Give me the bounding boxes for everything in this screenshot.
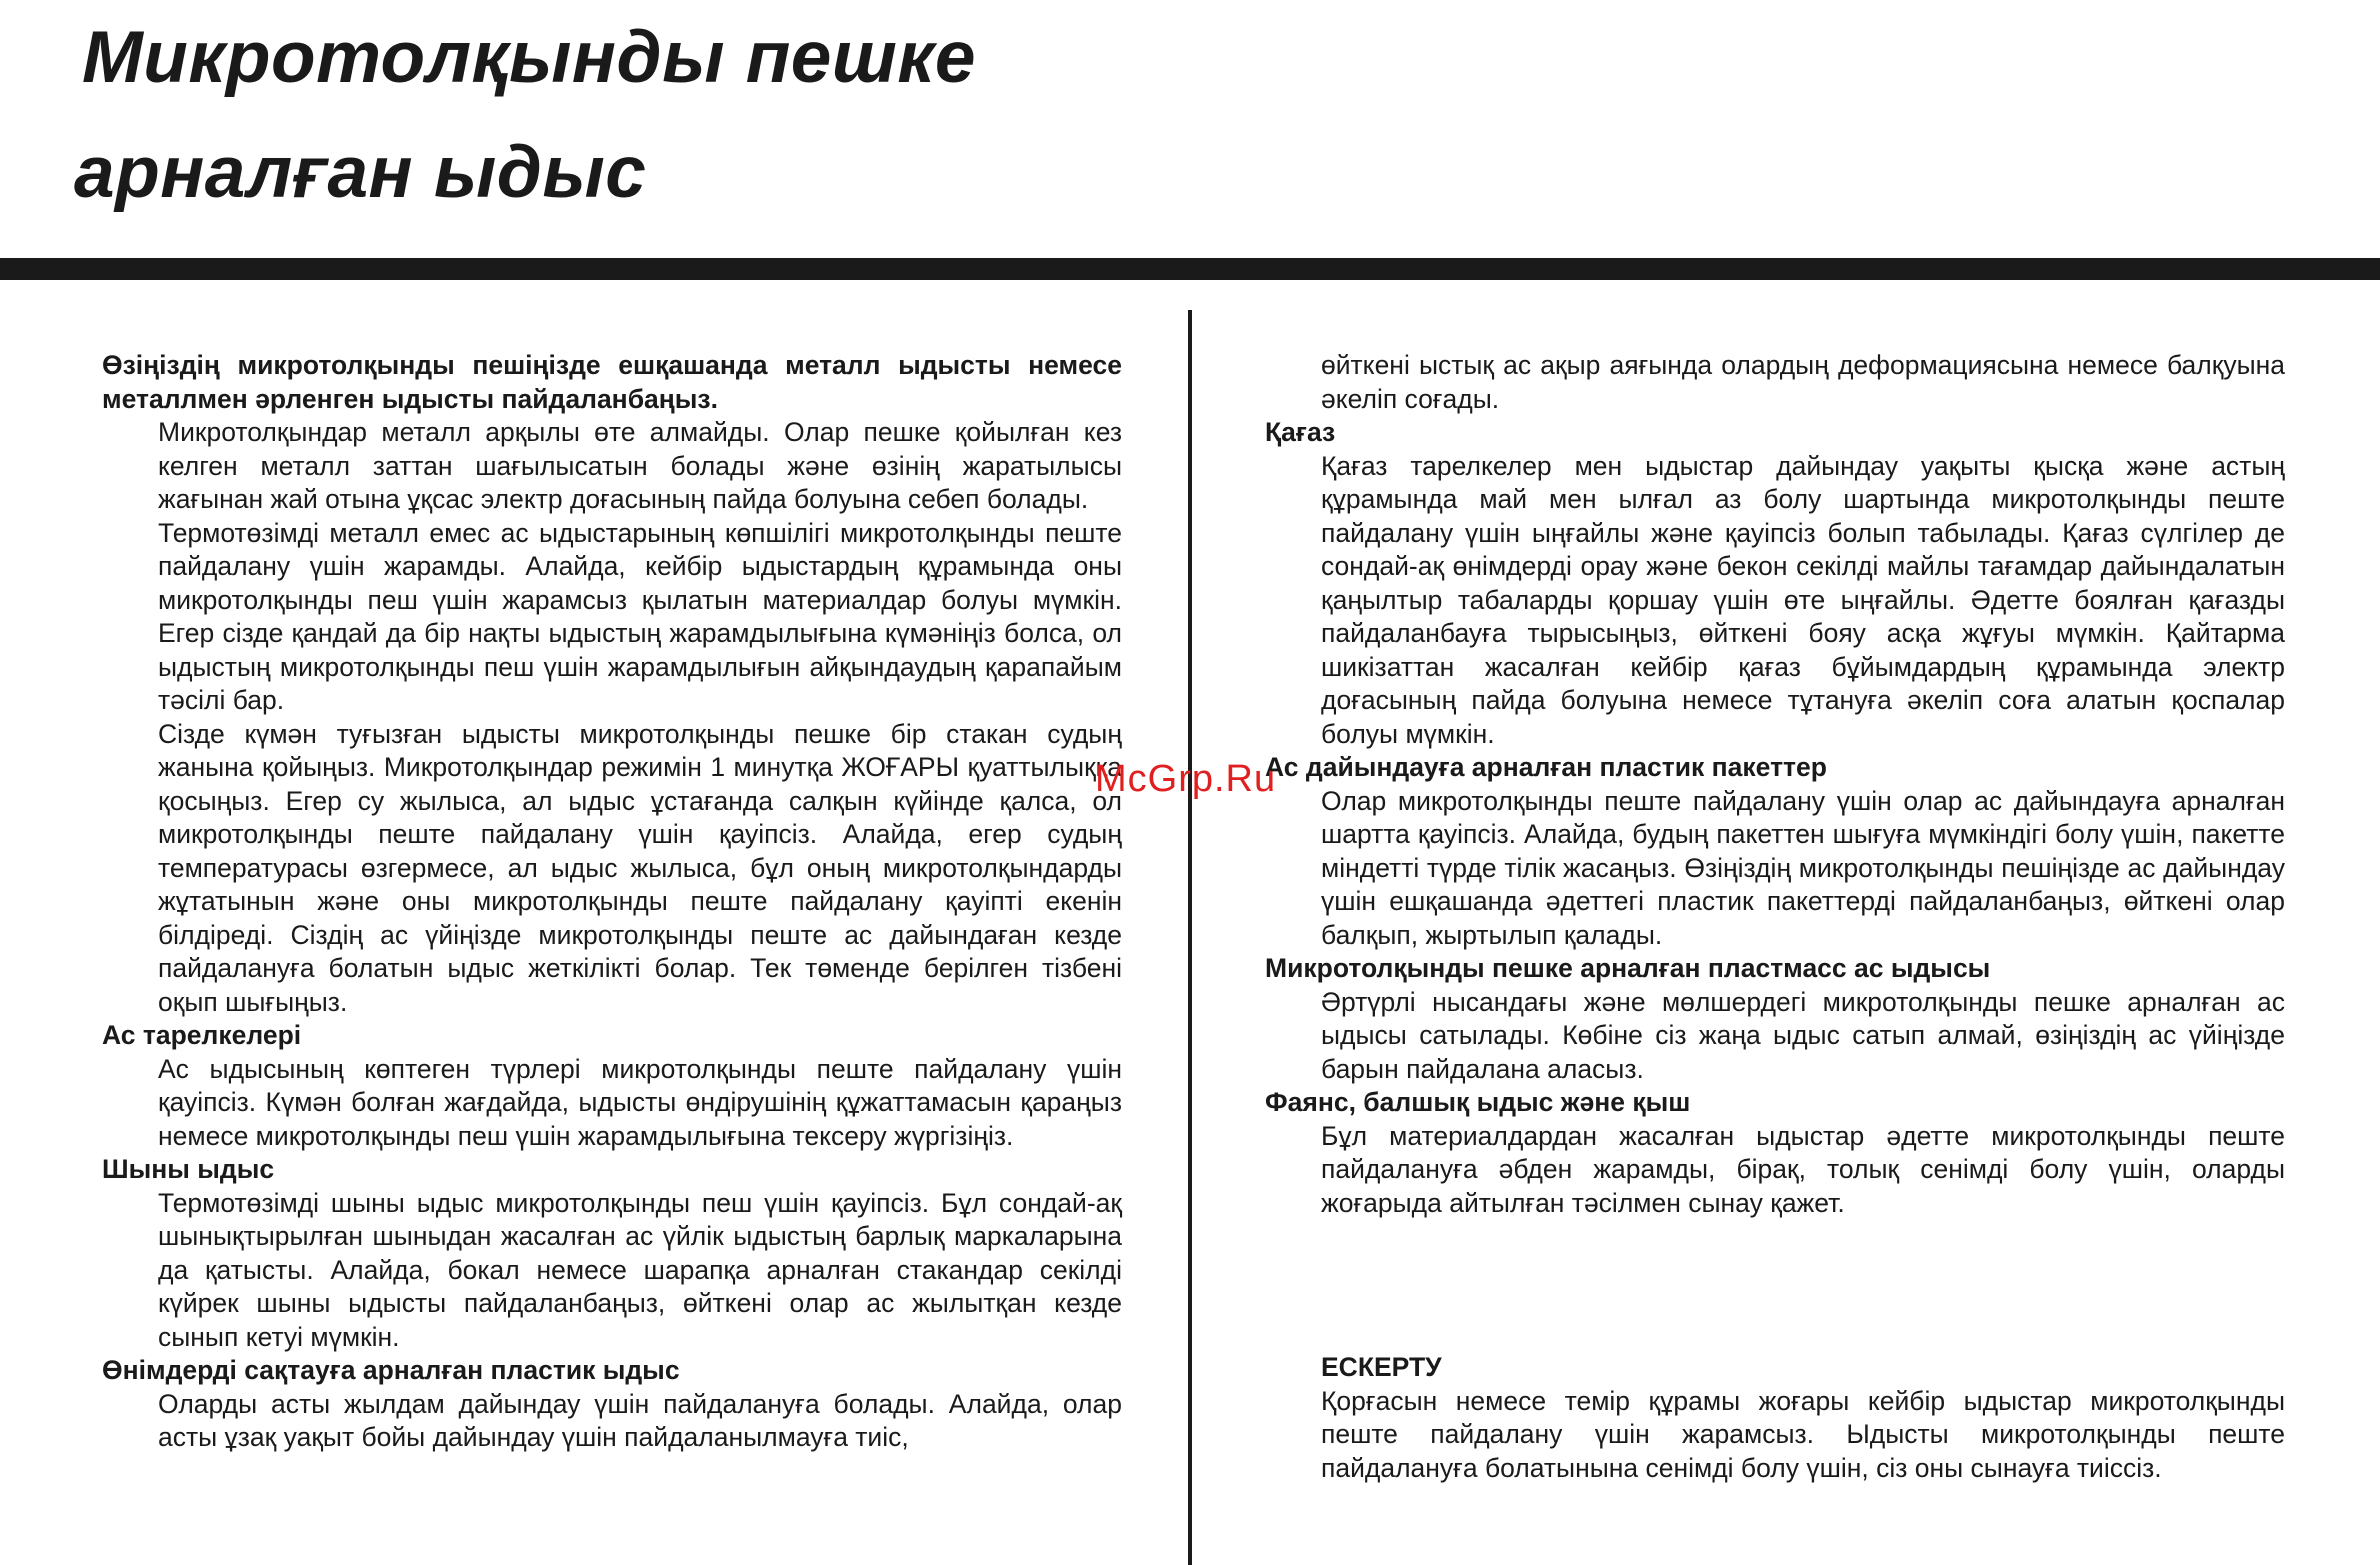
- title-line-1: Микротолқынды пешке: [82, 17, 976, 98]
- paragraph-faience: Бұл материалдардан жасалған ыдыстар әдетте микротолқынды пеште пайдалануға әбден жарамды, бірақ, толық сенімді болу үшін, оларды жоғарыда айтылған тәсілмен сынау қажет.: [1321, 1120, 2285, 1218]
- right-column: [1265, 349, 2285, 1220]
- paragraph-microwaves-metal: Микротолқындар металл арқылы өте алмайды. Олар пешке қойылған кез келген металл заттан шағылысатын болады және өзінің жаратылысы жағынан жай отына ұқсас электр доғасының пайда болуына себеп болады.: [158, 417, 1122, 514]
- heading-faience: Фаянс, балшық ыдыс және қыш: [1265, 1087, 1691, 1117]
- paragraph-bags: Олар микротолқынды пеште пайдалану үшін олар ас дайындауға арналған шартта қауіпсіз. Алайда, будың пакеттен шығуға мүмкіндігі болу үшін, пакетте міндетті түрде тілік жасаңыз. Өзіңіздің микротолқынды пешіңізде ас дайындау үшін ешқашанда әдеттегі пластик пакеттерді пайдаланбаңыз, өйткені олар балқып, жыртылып қалады.: [1321, 785, 2285, 950]
- page-title: [74, 0, 976, 230]
- paragraph-water-test: Сізде күмән туғызған ыдысты микротолқынды пешке бір стакан судың жанына қойыңыз. Микротолқындар режимін 1 минутқа ЖОҒАРЫ қуаттылыққа қосыңыз. Егер су жылыса, ал ыдыс ұстағанда салқын күйінде қалса, ол микротолқынды пеште пайдалану үшін қауіпсіз. Алайда, егер судың температурасы өзгермесе, ал ыдыс жылыса, бұл оның микротолқындарды жұтатынын және оны микротолқынды пеште пайдалану қауіпті екенін білдіреді. Сіздің ас үйіңізде микротолқынды пеште ас дайындаған кезде пайдалануға болатын ыдыс жеткілікті болар. Тек төменде берілген тізбені оқып шығыңыз.: [158, 718, 1122, 1017]
- header-rule: [0, 258, 2380, 280]
- paragraph-plastic: Әртүрлі нысандағы және мөлшердегі микротолқынды пешке арналған ас ыдысы сатылады. Көбіне сіз жаңа ыдыс сатып алмай, өзіңіздің ас үйіңізде барын пайдалана аласыз.: [1321, 986, 2285, 1084]
- heading-storage: Өнімдерді сақтауға арналған пластик ыдыс: [102, 1355, 680, 1385]
- paragraph-glass: Термотөзімді шыны ыдыс микротолқынды пеш үшін қауіпсіз. Бұл сондай-ақ шынықтырылған шыныдан жасалған ас үйлік ыдыстың барлық маркаларына да қатысты. Алайда, бокал немесе шарапқа арналған стакандар секілді күйрек шыны ыдысты пайдаланбаңыз, өйткені олар ас жылытқан кезде сынып кетуі мүмкін.: [158, 1187, 1122, 1352]
- title-line-2: арналған ыдыс: [74, 132, 647, 213]
- note-block: [1321, 1351, 2285, 1485]
- metal-warning: Өзіңіздің микротолқынды пешіңізде ешқашанда металл ыдысты немесе металлмен әрленген ыдысты пайдаланбаңыз.: [102, 350, 1122, 414]
- heading-plastic: Микротолқынды пешке арналған пластмасс ас ыдысы: [1265, 953, 1991, 983]
- left-column: [102, 349, 1122, 1455]
- column-divider: [1188, 310, 1192, 1565]
- watermark: McGrp.Ru: [1095, 758, 1277, 800]
- paragraph-paper: Қағаз тарелкелер мен ыдыстар дайындау уақыты қысқа және астың құрамында май мен ылғал аз болу шартында микротолқынды пеште пайдалану үшін ыңғайлы және қауіпсіз болып табылады. Қағаз сүлгілер де сондай-ақ өнімдерді орау және бекон секілді майлы тағамдар дайындалатын қаңылтыр табаларды қоршау үшін өте ыңғайлы. Әдетте боялған қағазды пайдаланбауға тырысыңыз, өйткені бояу асқа жұғуы мүмкін. Қайтарма шикізаттан жасалған кейбір қағаз бұйымдардың құрамында электр доғасының пайда болуына немесе тұтануға әкеліп соға алатын қоспалар болуы мүмкін.: [1321, 450, 2285, 749]
- paragraph-storage-continued: өйткені ыстық ас ақыр аяғында олардың деформациясына немесе балқуына әкеліп соғады.: [1321, 350, 2285, 414]
- heading-glass: Шыны ыдыс: [102, 1154, 275, 1184]
- paragraph-storage: Оларды асты жылдам дайындау үшін пайдалануға болады. Алайда, олар асты ұзақ уақыт бойы дайындау үшін пайдаланылмауға тиіс,: [158, 1388, 1122, 1452]
- paragraph-plates: Ас ыдысының көптеген түрлері микротолқынды пеште пайдалану үшін қауіпсіз. Күмән болған жағдайда, ыдысты өндірушінің құжаттамасын қараңыз немесе микротолқынды пеш үшін жарамдылығына тексеру жүргізіңіз.: [158, 1053, 1122, 1151]
- heading-paper: Қағаз: [1265, 417, 1336, 447]
- note-title: ЕСКЕРТУ: [1321, 1352, 1442, 1382]
- heading-bags: Ас дайындауға арналған пластик пакеттер: [1265, 752, 1827, 782]
- paragraph-heat-resistant: Термотөзімді металл емес ас ыдыстарының көпшілігі микротолқынды пеште пайдалану үшін жарамды. Алайда, кейбір ыдыстардың құрамында оны микротолқынды пеш үшін жарамсыз қылатын материалдар болуы мүмкін. Егер сізде қандай да бір нақты ыдыстың жарамдылығына күмәніңіз болса, ол ыдыстың микротолқынды пеш үшін жарамдылығын айқындаудың қарапайым тәсілі бар.: [158, 517, 1122, 715]
- heading-plates: Ас тарелкелері: [102, 1020, 302, 1050]
- note-text: Қорғасын немесе темір құрамы жоғары кейбір ыдыстар микротолқынды пеште пайдалану үшін жарамсыз. Ыдысты микротолқынды пеште пайдалануға болатынына сенімді болу үшін, сіз оны сынауға тиіссіз.: [1321, 1385, 2285, 1483]
